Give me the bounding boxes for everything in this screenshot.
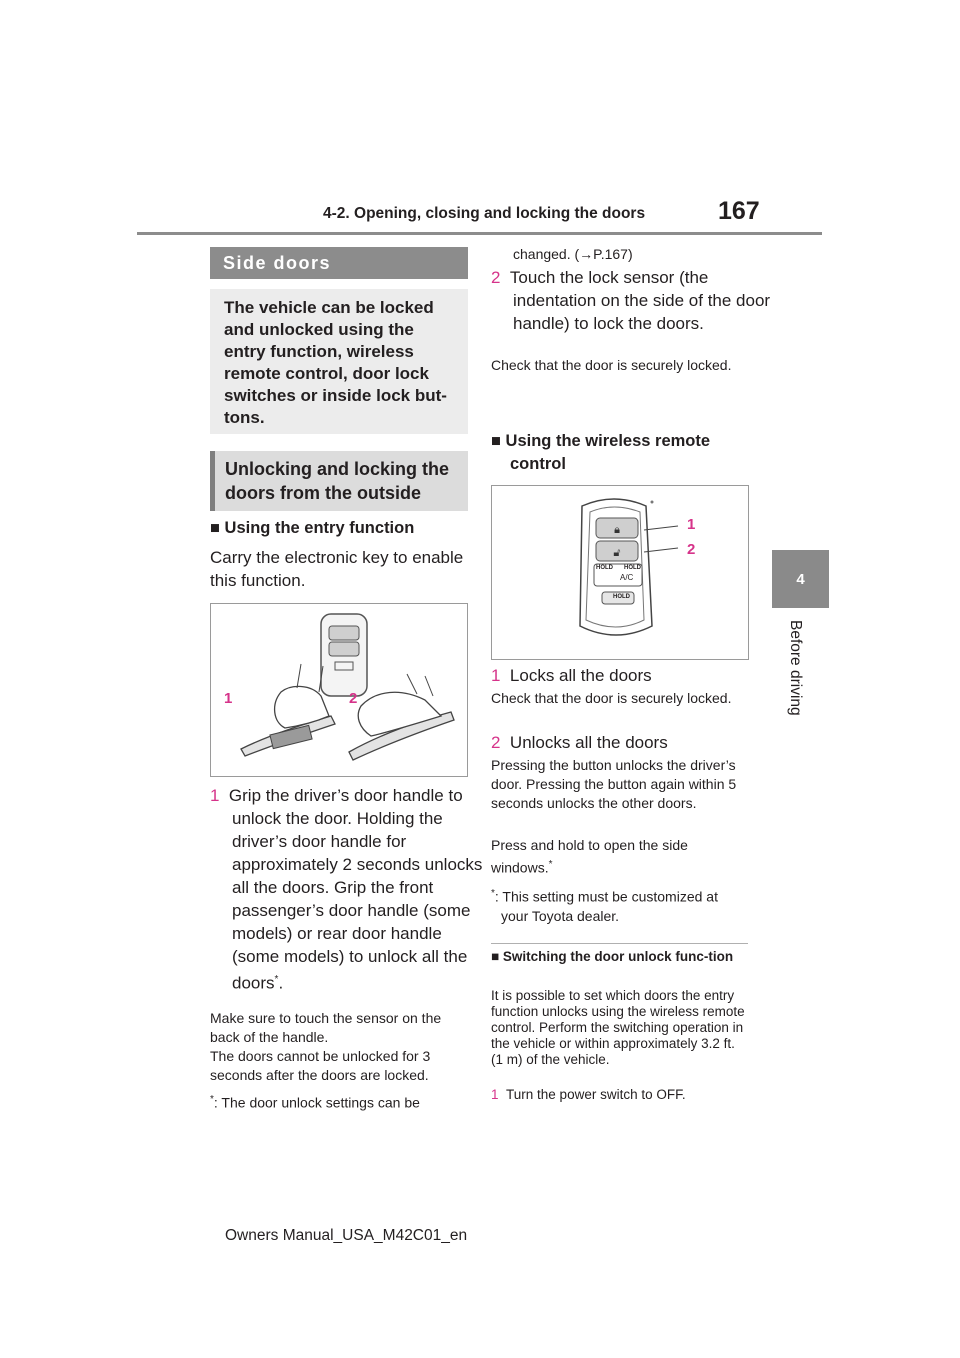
intro-text: The vehicle can be locked and unlocked using the entry function, wireless remote control, door lock switches or inside lock but-tons.	[224, 298, 447, 427]
step-1: 1 Grip the driver’s door handle to unlock the door. Holding the driver’s door handle for approximately 2 seconds unlocks all the doors. Grip the front passenger’s door handle (some models) or rear door handle (some models) to unlock all the doors*.	[210, 786, 483, 993]
fob-ac-label: A/C	[620, 573, 634, 582]
step-text: Touch the lock sensor (the indentation on the side of the door handle) to lock the doors.	[509, 268, 771, 333]
footnote-right: *: This setting must be customized at your Toyota dealer.	[491, 888, 718, 924]
wrist-line	[425, 676, 433, 696]
item-number: 2	[491, 733, 501, 752]
windows-text: Press and hold to open the side windows.	[491, 837, 688, 876]
section-divider	[491, 943, 748, 944]
unlock-icon: 🔓︎	[613, 547, 621, 559]
step-2-note: Check that the door is securely locked.	[491, 357, 732, 373]
arrow-icon: →	[579, 246, 594, 262]
step-number: 1	[210, 786, 220, 805]
figure-label-1: 1	[687, 516, 696, 533]
manual-id: Owners Manual_USA_M42C01_en	[225, 1227, 468, 1244]
switch-heading: ■ Switching the door unlock func-tion	[491, 949, 734, 964]
fob-dot-shape	[651, 501, 654, 504]
page-number: 167	[718, 197, 760, 225]
side-doors-heading: Side doors	[210, 247, 468, 279]
step-2	[491, 266, 771, 335]
figure-label-1: 1	[224, 690, 233, 707]
chapter-tab	[772, 550, 829, 608]
wrist-line	[407, 674, 417, 694]
fob-hold-label-2: HOLD	[624, 565, 641, 571]
entry-subheading: ■ Using the entry function	[210, 519, 415, 537]
fob-hold-label-1: HOLD	[596, 565, 613, 571]
step-suffix: .	[278, 973, 284, 993]
fob-hold-label-3: HOLD	[613, 594, 630, 600]
note-sensor: Make sure to touch the sensor on the back of the handle.	[210, 1010, 442, 1045]
callout-line-1	[644, 526, 678, 530]
figure-label-2: 2	[349, 690, 358, 707]
switch-text: It is possible to set which doors the entry function unlocks using the wireless remote control. Perform the switching operation in the vehicle or within approximately 3.2 ft. (1 m) of the vehicle.	[491, 988, 745, 1067]
item-1	[491, 664, 652, 687]
page-reference[interactable]: P.167)	[593, 246, 633, 262]
step-number: 1	[491, 1087, 499, 1102]
remote-control-illustration	[491, 485, 749, 660]
door-handle-drawing	[211, 604, 467, 776]
entry-function-illustration	[210, 603, 468, 777]
continued-text	[513, 245, 633, 264]
item-number: 1	[491, 666, 501, 685]
footnote-text: : This setting must be customized at your Toyota dealer.	[494, 888, 718, 924]
footnote-left: *: The door unlock settings can be	[210, 1094, 420, 1111]
lock-icon: 🔒︎	[614, 524, 620, 536]
continued: changed. (	[513, 246, 580, 262]
footnote-text: : The door unlock settings can be	[213, 1094, 420, 1111]
item-text: Locks all the doors	[509, 666, 652, 685]
note-unlock-delay: The doors cannot be unlocked for 3 seconds after the doors are locked.	[210, 1048, 431, 1083]
item-2	[491, 731, 668, 754]
wrist-line	[297, 664, 301, 688]
step-text: Grip the driver’s door handle to unlock the door. Holding the driver’s door handle for approximately 2 seconds unlocks all the doors. Grip the front passenger’s door handle (some models) or rear door handle (some models) to unlock all the doors	[228, 786, 483, 993]
intro-box	[210, 289, 468, 434]
section-title: 4-2. Opening, closing and locking the doors	[323, 205, 646, 222]
item-2-note-windows: Press and hold to open the side windows.*	[491, 837, 688, 876]
figure-label-2: 2	[687, 541, 696, 558]
header-rule	[137, 232, 822, 235]
entry-text: Carry the electronic key to enable this function.	[210, 548, 464, 590]
chapter-number: 4	[796, 570, 805, 588]
remote-subheading: ■ Using the wireless remote control	[491, 432, 711, 473]
fob-button-shape	[329, 626, 359, 640]
unlock-heading: Unlocking and locking the doors from the outside	[210, 451, 468, 511]
step-text: Turn the power switch to OFF.	[506, 1087, 686, 1102]
switch-step	[491, 1087, 749, 1103]
callout-line-2	[644, 548, 678, 552]
step-number: 2	[491, 268, 501, 287]
item-2-note: Pressing the button unlocks the driver’s door. Pressing the button again within 5 seconds unlocks the other doors.	[491, 757, 737, 811]
item-1-note: Check that the door is securely locked.	[491, 690, 732, 706]
item-text: Unlocks all the doors	[509, 733, 668, 752]
fob-button-shape	[329, 642, 359, 656]
chapter-label: Before driving	[787, 620, 804, 716]
